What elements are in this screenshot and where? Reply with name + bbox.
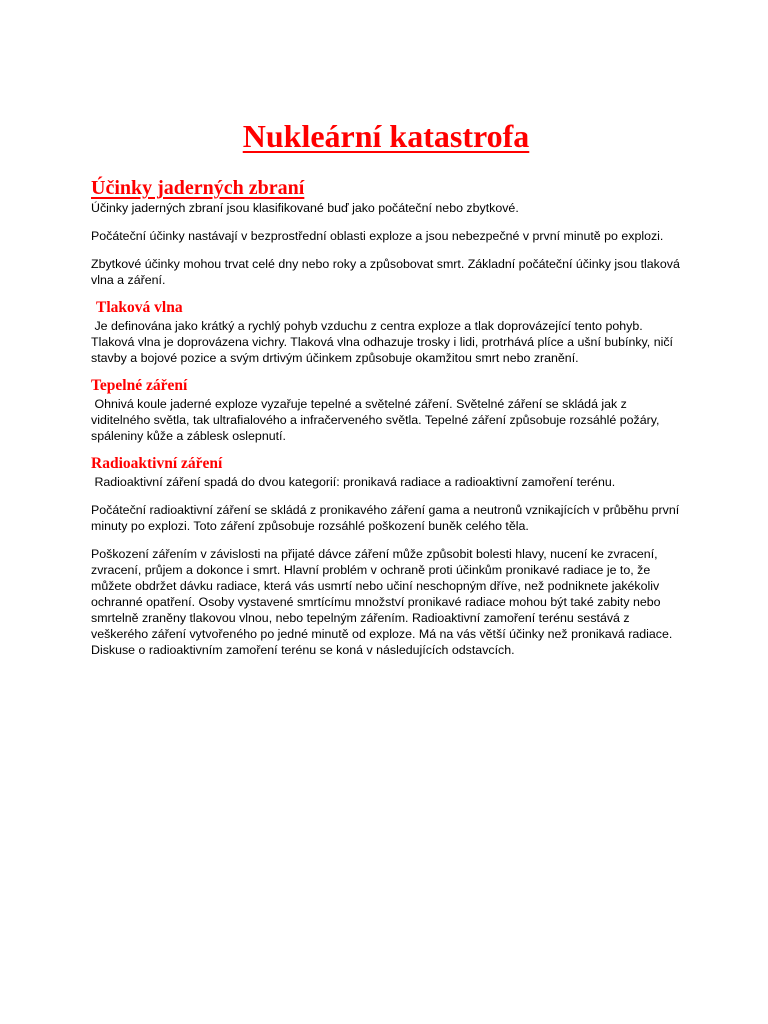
document-content bbox=[91, 114, 681, 670]
subsection-paragraph: Je definována jako krátký a rychlý pohyb vzduchu z centra exploze a tlak doprovázející tento pohyb. Tlaková vlna je doprovázena vichry. Tlaková vlna odhazuje trosky i lidi, protrhává plíce a ušní bubínky, ničí stavby a bojové pozice a svým drtivým účinkem způsobuje okamžitou smrt nebo zranění. bbox=[91, 319, 677, 365]
intro-paragraph: Počáteční účinky nastávají v bezprostřední oblasti exploze a jsou nebezpečné v první minutě po explozi. bbox=[91, 229, 664, 243]
document-title: Nukleární katastrofa bbox=[242, 118, 530, 154]
subsection-heading-tepelne-zareni: Tepelné záření bbox=[91, 377, 188, 394]
subsection-paragraph: Počáteční radioaktivní záření se skládá z pronikavého záření gama a neutronů vznikajících v průběhu první minuty po explozi. Toto záření způsobuje rozsáhlé poškození buněk celého těla. bbox=[91, 503, 680, 533]
intro-paragraph: Účinky jaderných zbraní jsou klasifikované buď jako počáteční nebo zbytkové. bbox=[91, 201, 519, 215]
subsection-paragraph: Radioaktivní záření spadá do dvou kategorií: pronikavá radiace a radioaktivní zamoření terénu. bbox=[91, 475, 616, 489]
subsection-paragraph: Ohnivá koule jaderné exploze vyzařuje tepelné a světelné záření. Světelné záření se skládá jak z viditelného světla, tak ultrafialového a infračerveného světla. Tepelné záření způsobuje rozsáhlé požáry, spáleniny kůže a záblesk oslepnutí. bbox=[91, 397, 663, 443]
subsection-heading-tlakova-vlna: Tlaková vlna bbox=[96, 299, 183, 316]
section-title: Účinky jaderných zbraní bbox=[91, 177, 305, 199]
subsection-heading-radioaktivni-zareni: Radioaktivní záření bbox=[91, 455, 223, 472]
intro-paragraph: Zbytkové účinky mohou trvat celé dny nebo roky a způsobovat smrt. Základní počáteční účinky jsou tlaková vlna a záření. bbox=[91, 257, 680, 287]
subsection-paragraph: Poškození zářením v závislosti na přijaté dávce záření může způsobit bolesti hlavy, nucení ke zvracení, zvracení, průjem a dokonce i smrt. Hlavní problém v ochraně proti účinkům pronikavé radiace je to, že můžete obdržet dávku radiace, která vás usmrtí nebo učiní neschopným dříve, než podniknete jakékoliv ochranné opatření. Osoby vystavené smrtícímu množství pronikavé radiace mohou být také zabity nebo smrtelně zraněny tlakovou vlnou, nebo tepelným zářením. Radioaktivní zamoření terénu sestává z veškerého záření vytvořeného po jedné minutě od exploze. Má na vás větší účinky než pronikavá radiace. Diskuse o radioaktivním zamoření terénu se koná v následujících odstavcích. bbox=[91, 547, 673, 657]
